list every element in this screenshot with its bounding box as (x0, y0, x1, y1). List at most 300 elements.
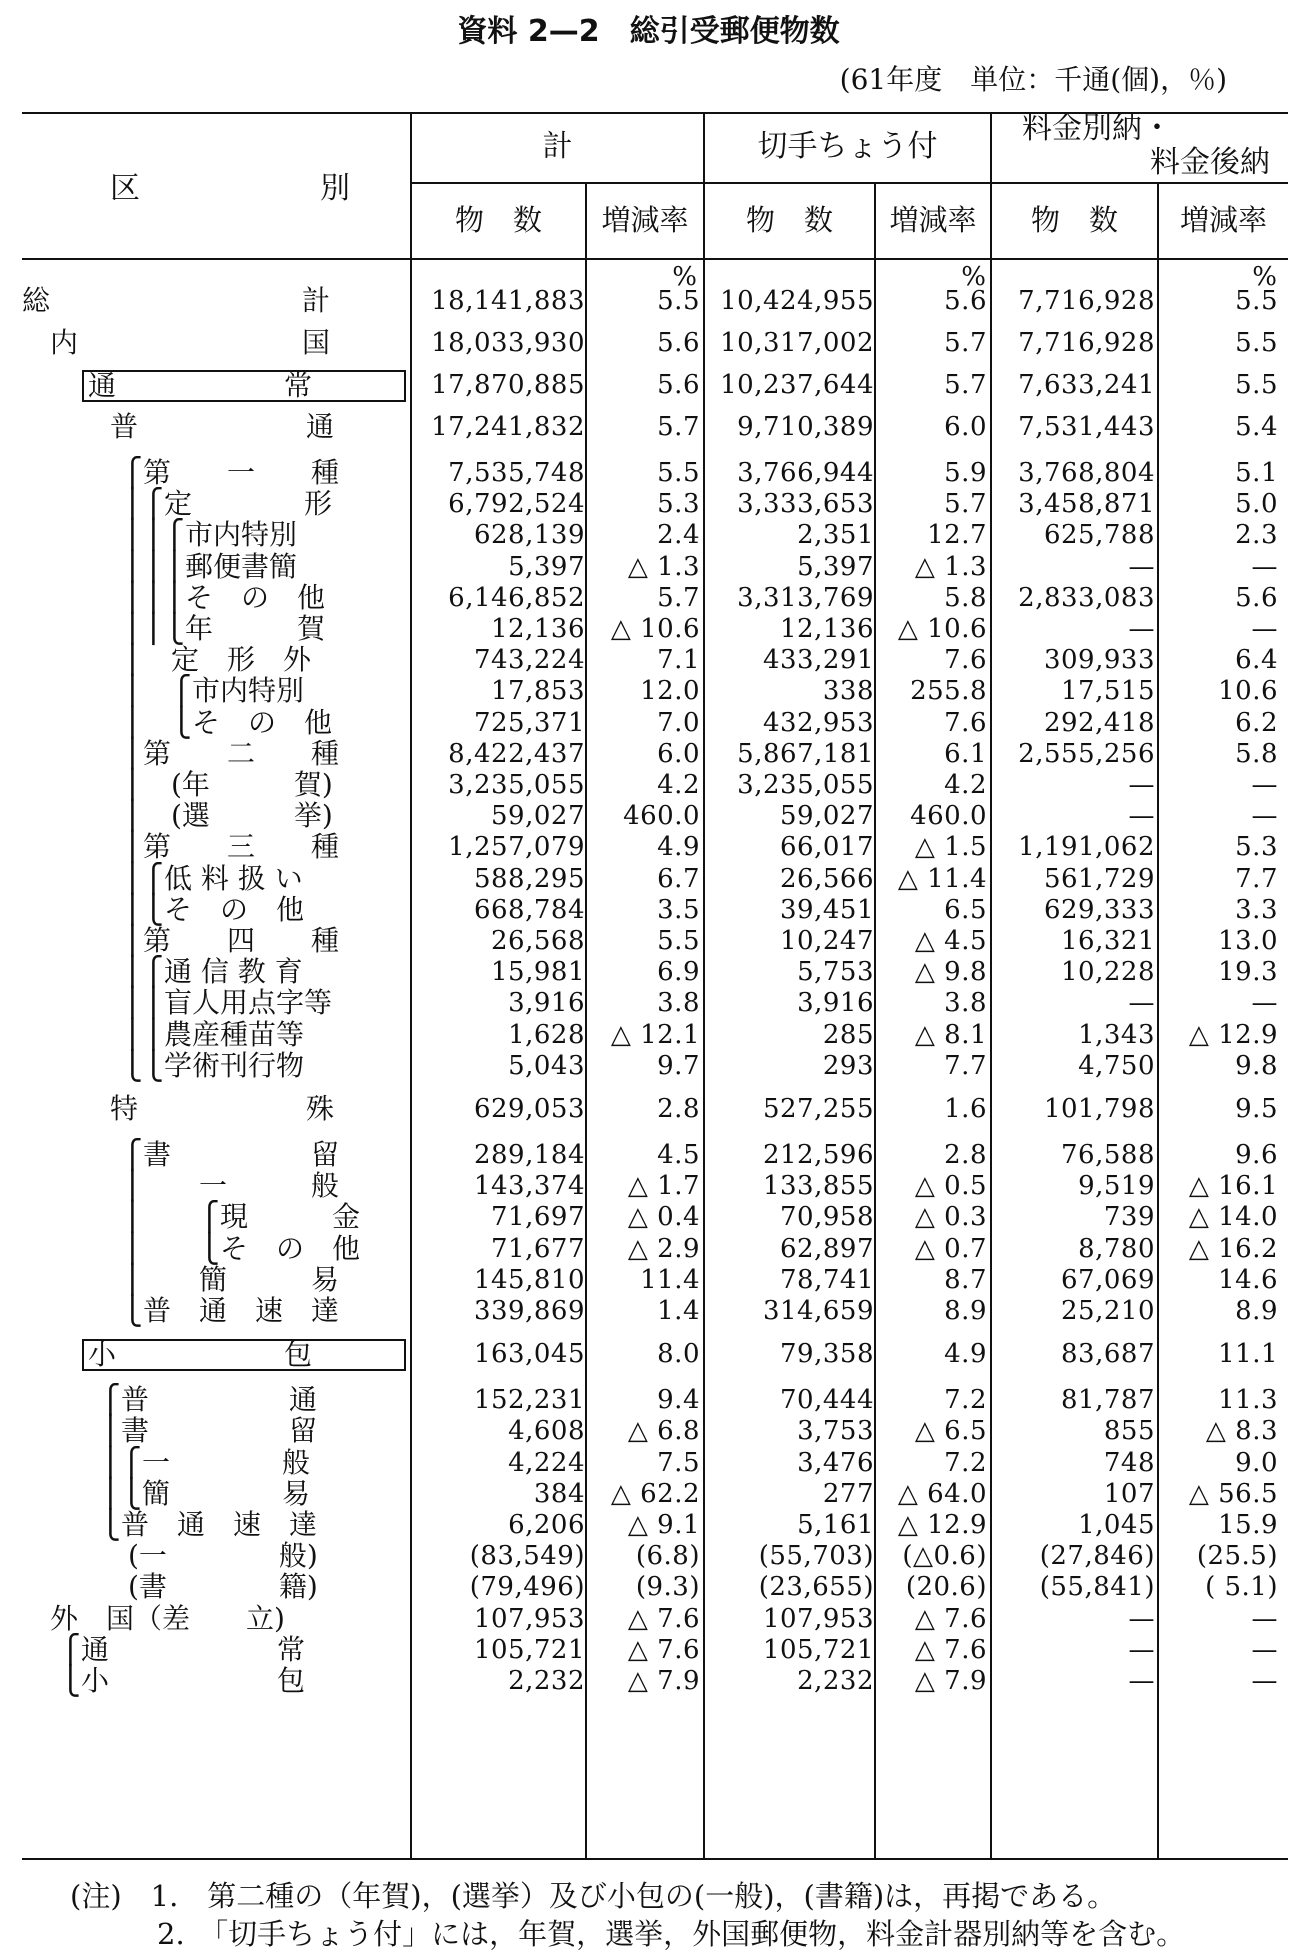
table-row (0, 1048, 1297, 1082)
cell-rate-total: 8.0 (657, 1339, 700, 1370)
cell-rate-fee: △ 56.5 (1188, 1478, 1278, 1509)
cell-rate-total: △ 2.9 (627, 1233, 700, 1264)
cell-count-total: 725,371 (473, 707, 585, 738)
cell-rate-total: 5.5 (657, 926, 700, 956)
pct-mark-fee: % (1252, 262, 1277, 292)
table-row (0, 580, 1297, 614)
row-label: ⎪書 留 (100, 1414, 318, 1448)
row-label: ⎪⎩簡 易 (100, 1476, 311, 1510)
row-label: ⎪⎧一 般 (100, 1445, 311, 1479)
cell-count-fee: — (1128, 1666, 1155, 1696)
cell-count-stamp: 12,136 (780, 614, 874, 644)
cell-count-fee: — (1128, 988, 1155, 1019)
cell-rate-total: △ 6.8 (627, 1416, 700, 1447)
row-label: ⎪⎧通 信 教 育 (122, 955, 303, 989)
cell-rate-total: 2.8 (657, 1094, 700, 1124)
cell-count-stamp: 277 (822, 1478, 874, 1509)
row-label: ⎪第 三 種 (122, 830, 340, 864)
table-row (0, 1338, 1297, 1372)
cell-count-total: 4,608 (508, 1416, 585, 1447)
table-row (0, 1231, 1297, 1265)
header-count-total: 物 数 (454, 203, 542, 237)
cell-count-fee: 8,780 (1078, 1233, 1155, 1264)
cell-rate-fee: — (1251, 1603, 1278, 1634)
cell-count-total: 71,697 (491, 1202, 585, 1233)
cell-rate-stamp: 12.7 (927, 520, 987, 551)
row-label: ⎩普 通 速 達 (100, 1508, 318, 1541)
cell-count-total: 4,224 (508, 1447, 585, 1478)
cell-count-fee: 292,418 (1043, 707, 1155, 738)
cell-count-stamp: 3,753 (797, 1416, 874, 1447)
row-label: ⎪⎧低 料 扱 い (122, 861, 303, 895)
cell-rate-stamp: 5.7 (944, 489, 987, 520)
cell-count-stamp: 5,397 (797, 551, 874, 582)
cell-rate-total: 6.9 (657, 957, 700, 988)
table-row (0, 614, 1297, 644)
row-label: ⎪ 簡 易 (122, 1262, 340, 1296)
cell-rate-total: 4.5 (657, 1140, 700, 1170)
table-row (0, 645, 1297, 675)
cell-count-stamp: 5,867,181 (737, 738, 874, 769)
cell-rate-total: 12.0 (640, 676, 700, 707)
cell-count-total: 6,146,852 (448, 582, 585, 613)
row-label: ⎩⎩学術刊行物 (122, 1048, 305, 1082)
table-row (0, 861, 1297, 895)
row-label: ⎪ ⎩そ の 他 (122, 1231, 361, 1265)
unit-note: (61年度 単位：千通(個)，％) (839, 63, 1227, 96)
cell-count-stamp: 10,247 (780, 926, 874, 956)
cell-rate-total: 4.2 (657, 770, 700, 800)
row-label: ⎪ 一 般 (122, 1169, 340, 1203)
cell-rate-stamp: △ 7.6 (914, 1603, 987, 1634)
header-group-fee-line1: 料金別納・ (1022, 111, 1172, 146)
cell-count-fee: 309,933 (1043, 645, 1155, 676)
cell-count-fee: 7,716,928 (1018, 328, 1155, 358)
table-row (0, 1601, 1297, 1635)
cell-rate-fee: 5.5 (1235, 370, 1278, 400)
cell-rate-total: 3.5 (657, 894, 700, 925)
row-label: 特 殊 (110, 1092, 335, 1125)
cell-count-fee: 17,515 (1061, 676, 1155, 707)
cell-count-fee: 1,045 (1078, 1510, 1155, 1540)
cell-rate-stamp: 4.9 (944, 1339, 987, 1370)
cell-count-stamp: 314,659 (762, 1296, 874, 1326)
cell-count-fee: 3,768,804 (1018, 458, 1155, 488)
cell-rate-total: 5.7 (657, 412, 700, 442)
table-row (0, 1140, 1297, 1170)
cell-count-fee: 4,750 (1078, 1050, 1155, 1081)
row-label: (一 般) (100, 1539, 318, 1573)
cell-rate-stamp: 7.6 (944, 707, 987, 738)
cell-count-stamp: 432,953 (762, 707, 874, 738)
cell-count-fee: 76,588 (1061, 1140, 1155, 1170)
cell-count-total: 107,953 (473, 1603, 585, 1634)
cell-rate-total: △ 9.1 (627, 1510, 700, 1540)
cell-rate-stamp: △ 0.3 (914, 1202, 987, 1233)
row-label: ⎩小 包 (60, 1664, 306, 1697)
cell-count-stamp: 3,235,055 (737, 770, 874, 800)
cell-count-stamp: 3,766,944 (737, 458, 874, 488)
table-row (0, 370, 1297, 400)
row-label: (書 籍) (100, 1570, 318, 1604)
cell-count-total: 8,422,437 (448, 738, 585, 769)
cell-rate-fee: 9.0 (1235, 1447, 1278, 1478)
table-row (0, 957, 1297, 987)
cell-rate-total: 5.5 (657, 286, 700, 316)
cell-rate-stamp: 2.8 (944, 1140, 987, 1170)
cell-count-stamp: 79,358 (780, 1339, 874, 1370)
table-row (0, 892, 1297, 926)
cell-rate-fee: 11.3 (1218, 1385, 1278, 1416)
cell-count-fee: 7,633,241 (1018, 370, 1155, 400)
table-header-bottom-rule (22, 258, 1288, 260)
cell-rate-stamp: 7.6 (944, 645, 987, 676)
table-row (0, 489, 1297, 519)
cell-rate-stamp: 6.1 (944, 738, 987, 769)
cell-rate-total: 7.1 (657, 645, 700, 676)
cell-count-stamp: 338 (822, 676, 874, 707)
table-row (0, 736, 1297, 770)
row-label: ⎧第 一 種 (122, 456, 340, 489)
cell-count-total: 17,853 (491, 676, 585, 707)
table-row (0, 520, 1297, 550)
table-row (0, 1296, 1297, 1326)
table-row (0, 1445, 1297, 1479)
cell-count-fee: 2,833,083 (1018, 582, 1155, 613)
cell-rate-total: 6.7 (657, 863, 700, 894)
row-label: ⎪ ⎧現 金 (122, 1200, 361, 1234)
cell-rate-stamp: △ 0.7 (914, 1233, 987, 1264)
cell-rate-stamp: 5.9 (944, 458, 987, 488)
row-label: ⎪ 定 形 外 (122, 643, 312, 677)
cell-rate-fee: 5.5 (1235, 286, 1278, 316)
cell-rate-stamp: 5.7 (944, 370, 987, 400)
cell-rate-total: 5.5 (657, 458, 700, 488)
cell-count-stamp: 212,596 (762, 1140, 874, 1170)
row-label: ⎪第 四 種 (122, 924, 340, 957)
cell-rate-total: △ 1.7 (627, 1171, 700, 1202)
row-label: ⎪⎩そ の 他 (122, 892, 305, 926)
cell-count-stamp: 5,753 (797, 957, 874, 988)
cell-rate-stamp: △ 12.9 (897, 1510, 987, 1540)
cell-count-fee: 10,228 (1061, 957, 1155, 988)
cell-rate-stamp: (20.6) (905, 1572, 987, 1603)
cell-rate-total: △ 1.3 (627, 551, 700, 582)
cell-count-total: 152,231 (473, 1385, 585, 1416)
cell-rate-fee: ( 5.1) (1205, 1572, 1278, 1603)
cell-rate-fee: — (1251, 1666, 1278, 1696)
cell-count-fee: 83,687 (1061, 1339, 1155, 1370)
cell-rate-stamp: 255.8 (910, 676, 987, 707)
cell-count-stamp: 2,351 (797, 520, 874, 551)
cell-rate-fee: — (1251, 1634, 1278, 1665)
row-label: ⎪ (選 挙) (122, 799, 333, 833)
cell-rate-total: (9.3) (635, 1572, 700, 1603)
cell-rate-fee: 10.6 (1218, 676, 1278, 707)
cell-count-total: 3,235,055 (448, 770, 585, 800)
cell-rate-stamp: 7.2 (944, 1385, 987, 1416)
cell-count-fee: 9,519 (1078, 1171, 1155, 1202)
cell-count-stamp: 3,476 (797, 1447, 874, 1478)
cell-rate-stamp: 460.0 (910, 801, 987, 832)
cell-count-stamp: 78,741 (780, 1264, 874, 1295)
cell-count-total: 17,870,885 (431, 370, 585, 400)
cell-rate-stamp: 6.0 (944, 412, 987, 442)
cell-rate-total: △ 12.1 (610, 1019, 700, 1050)
cell-count-stamp: 2,232 (797, 1666, 874, 1696)
cell-count-total: (79,496) (469, 1572, 585, 1603)
cell-count-total: (83,549) (469, 1541, 585, 1572)
cell-rate-stamp: 7.2 (944, 1447, 987, 1478)
cell-count-fee: 7,716,928 (1018, 286, 1155, 316)
cell-rate-total: 5.3 (657, 489, 700, 520)
cell-count-total: 18,141,883 (431, 286, 585, 316)
cell-rate-total: △ 10.6 (610, 614, 700, 644)
cell-rate-total: 460.0 (623, 801, 700, 832)
table-row (0, 1510, 1297, 1540)
cell-rate-total: 2.4 (657, 520, 700, 551)
table-row (0, 832, 1297, 862)
cell-rate-fee: 9.6 (1235, 1140, 1278, 1170)
cell-rate-fee: 5.4 (1235, 412, 1278, 442)
cell-count-fee: 748 (1103, 1447, 1155, 1478)
cell-rate-total: 7.0 (657, 707, 700, 738)
cell-rate-total: 9.7 (657, 1050, 700, 1081)
row-label: ⎪⎪⎧市内特別 (122, 518, 298, 552)
cell-count-fee: 1,343 (1078, 1019, 1155, 1050)
table-row (0, 1262, 1297, 1296)
cell-rate-total: △ 0.4 (627, 1202, 700, 1233)
cell-count-stamp: 285 (822, 1019, 874, 1050)
cell-count-total: 3,916 (508, 988, 585, 1019)
cell-count-fee: 855 (1103, 1416, 1155, 1447)
cell-rate-stamp: 7.7 (944, 1050, 987, 1081)
header-group-stamp: 切手ちょう付 (757, 129, 938, 164)
row-label: ⎪⎪⎪郵便書簡 (122, 549, 298, 583)
cell-count-total: 163,045 (473, 1339, 585, 1370)
cell-rate-fee: 19.3 (1218, 957, 1278, 988)
cell-count-stamp: 3,333,653 (737, 489, 874, 520)
pct-mark-total: % (672, 262, 697, 292)
cell-rate-fee: — (1251, 770, 1278, 800)
table-bottom-rule (22, 1858, 1288, 1860)
cell-count-stamp: 433,291 (762, 645, 874, 676)
cell-count-fee: 2,555,256 (1018, 738, 1155, 769)
cell-count-total: 5,397 (508, 551, 585, 582)
cell-count-fee: 1,191,062 (1018, 832, 1155, 863)
cell-count-fee: 7,531,443 (1018, 412, 1155, 442)
row-label: ⎪⎪盲人用点字等 (122, 986, 333, 1020)
cell-rate-fee: 9.5 (1235, 1094, 1278, 1124)
cell-count-stamp: 5,161 (797, 1510, 874, 1540)
header-group-fee-line2: 料金後納 (1150, 145, 1270, 180)
cell-rate-stamp: (△0.6) (902, 1541, 987, 1572)
row-label: ⎪第 二 種 (122, 736, 340, 770)
cell-count-stamp: 10,424,955 (720, 286, 874, 316)
cell-count-stamp: 62,897 (780, 1233, 874, 1264)
table-row (0, 1094, 1297, 1124)
cell-rate-total: 6.0 (657, 738, 700, 769)
row-label: 通 常 (82, 370, 406, 402)
cell-rate-stamp: △ 9.8 (914, 957, 987, 988)
cell-rate-stamp: △ 10.6 (897, 614, 987, 644)
cell-rate-fee: 5.8 (1235, 738, 1278, 769)
table-row (0, 1572, 1297, 1602)
cell-count-total: 7,535,748 (448, 458, 585, 488)
cell-rate-fee: 5.5 (1235, 328, 1278, 358)
cell-count-fee: (27,846) (1039, 1541, 1155, 1572)
cell-count-fee: — (1128, 614, 1155, 644)
cell-rate-total: 11.4 (640, 1264, 700, 1295)
row-label: ⎪⎪⎪そ の 他 (122, 580, 326, 614)
cell-count-total: 339,869 (473, 1296, 585, 1326)
cell-count-fee: 625,788 (1043, 520, 1155, 551)
cell-rate-total: △ 7.6 (627, 1634, 700, 1665)
cell-count-total: 2,232 (508, 1666, 585, 1696)
cell-rate-fee: — (1251, 614, 1278, 644)
cell-count-stamp: 527,255 (762, 1094, 874, 1124)
cell-rate-total: 5.7 (657, 582, 700, 613)
cell-count-total: 143,374 (473, 1171, 585, 1202)
cell-rate-stamp: 3.8 (944, 988, 987, 1019)
header-count-fee: 物 数 (1030, 203, 1118, 237)
cell-rate-fee: (25.5) (1196, 1541, 1278, 1572)
row-label: ⎧普 通 (100, 1383, 318, 1417)
cell-count-total: 6,792,524 (448, 489, 585, 520)
cell-count-total: 5,043 (508, 1050, 585, 1081)
cell-count-fee: 561,729 (1043, 863, 1155, 894)
row-label: 内 国 (50, 326, 331, 359)
cell-rate-fee: 5.3 (1235, 832, 1278, 863)
cell-rate-fee: 8.9 (1235, 1296, 1278, 1326)
cell-count-stamp: 105,721 (762, 1634, 874, 1665)
table-row (0, 926, 1297, 956)
cell-count-fee: — (1128, 1603, 1155, 1634)
row-label: ⎪ ⎩そ の 他 (122, 705, 333, 739)
cell-count-fee: 3,458,871 (1018, 489, 1155, 520)
cell-count-total: 628,139 (473, 520, 585, 551)
cell-rate-fee: △ 8.3 (1205, 1416, 1278, 1447)
table-row (0, 1202, 1297, 1232)
table-row (0, 676, 1297, 706)
cell-count-stamp: 59,027 (780, 801, 874, 832)
document-title: 資料 2—2 総引受郵便物数 (457, 14, 840, 49)
cell-rate-stamp: △ 11.4 (897, 863, 987, 894)
cell-count-stamp: (23,655) (758, 1572, 874, 1603)
table-row (0, 1632, 1297, 1666)
cell-count-fee: 67,069 (1061, 1264, 1155, 1295)
row-label: 外 国（差 立) (50, 1601, 285, 1635)
cell-rate-stamp: 8.9 (944, 1296, 987, 1326)
cell-rate-total: (6.8) (635, 1541, 700, 1572)
cell-count-total: 105,721 (473, 1634, 585, 1665)
cell-count-fee: — (1128, 801, 1155, 832)
header-rate-total: 増減率 (601, 203, 689, 237)
cell-rate-fee: 13.0 (1218, 926, 1278, 956)
cell-rate-total: △ 7.9 (627, 1666, 700, 1696)
cell-count-fee: (55,841) (1039, 1572, 1155, 1603)
cell-rate-total: 7.5 (657, 1447, 700, 1478)
header-rate-stamp: 増減率 (889, 203, 977, 237)
table-row (0, 1476, 1297, 1510)
cell-rate-fee: 3.3 (1235, 894, 1278, 925)
cell-count-total: 588,295 (473, 863, 585, 894)
cell-rate-fee: △ 12.9 (1188, 1019, 1278, 1050)
cell-rate-stamp: △ 7.9 (914, 1666, 987, 1696)
row-label: ⎧書 留 (122, 1138, 340, 1171)
table-row (0, 549, 1297, 583)
cell-count-total: 1,628 (508, 1019, 585, 1050)
cell-count-fee: — (1128, 770, 1155, 800)
table-row (0, 1541, 1297, 1571)
row-label: 普 通 (110, 410, 335, 443)
cell-rate-fee: — (1251, 551, 1278, 582)
cell-rate-stamp: △ 1.3 (914, 551, 987, 582)
row-label: ⎪⎪⎩年 賀 (122, 612, 326, 645)
table-row (0, 1171, 1297, 1201)
cell-count-stamp: (55,703) (758, 1541, 874, 1572)
cell-rate-stamp: △ 8.1 (914, 1019, 987, 1050)
cell-count-stamp: 10,317,002 (720, 328, 874, 358)
cell-count-stamp: 66,017 (780, 832, 874, 863)
cell-count-stamp: 39,451 (780, 894, 874, 925)
cell-count-total: 629,053 (473, 1094, 585, 1124)
cell-count-fee: 101,798 (1043, 1094, 1155, 1124)
cell-rate-stamp: 4.2 (944, 770, 987, 800)
cell-rate-total: △ 62.2 (610, 1478, 700, 1509)
cell-count-total: 384 (533, 1478, 585, 1509)
cell-count-total: 668,784 (473, 894, 585, 925)
cell-count-total: 6,206 (508, 1510, 585, 1540)
cell-count-total: 289,184 (473, 1140, 585, 1170)
cell-count-total: 15,981 (491, 957, 585, 988)
cell-rate-total: 9.4 (657, 1385, 700, 1416)
cell-rate-stamp: △ 0.5 (914, 1171, 987, 1202)
row-label: ⎪⎪農産種苗等 (122, 1017, 305, 1051)
cell-rate-stamp: △ 1.5 (914, 832, 987, 863)
cell-rate-stamp: 5.8 (944, 582, 987, 613)
table-row (0, 1017, 1297, 1051)
cell-count-total: 743,224 (473, 645, 585, 676)
cell-count-fee: 16,321 (1061, 926, 1155, 956)
row-label: ⎧通 常 (60, 1632, 306, 1666)
cell-rate-fee: 7.7 (1235, 863, 1278, 894)
cell-rate-stamp: 5.6 (944, 286, 987, 316)
cell-count-fee: 25,210 (1061, 1296, 1155, 1326)
cell-rate-fee: 6.2 (1235, 707, 1278, 738)
cell-rate-total: 4.9 (657, 832, 700, 863)
cell-rate-fee: 5.1 (1235, 458, 1278, 488)
header-count-stamp: 物 数 (745, 203, 833, 237)
cell-rate-total: △ 7.6 (627, 1603, 700, 1634)
table-row (0, 801, 1297, 831)
row-label: ⎪⎧定 形 (122, 487, 333, 521)
cell-count-stamp: 9,710,389 (737, 412, 874, 442)
cell-rate-stamp: 6.5 (944, 894, 987, 925)
note-1: (注) 1. 第二種の（年賀)，(選挙）及び小包の(一般)，(書籍)は，再掲である。 (70, 1879, 1117, 1913)
cell-rate-total: 3.8 (657, 988, 700, 1019)
cell-count-stamp: 10,237,644 (720, 370, 874, 400)
cell-count-stamp: 133,855 (762, 1171, 874, 1202)
cell-count-stamp: 293 (822, 1050, 874, 1081)
table-row (0, 1666, 1297, 1696)
row-label: ⎩普 通 速 達 (122, 1294, 340, 1327)
cell-count-fee: 81,787 (1061, 1385, 1155, 1416)
note-2: 2. 「切手ちょう付」には，年賀，選挙，外国郵便物，料金計器別納等を含む。 (70, 1917, 1186, 1951)
cell-rate-stamp: 8.7 (944, 1264, 987, 1295)
cell-rate-fee: 15.9 (1218, 1510, 1278, 1540)
cell-count-fee: — (1128, 1634, 1155, 1665)
